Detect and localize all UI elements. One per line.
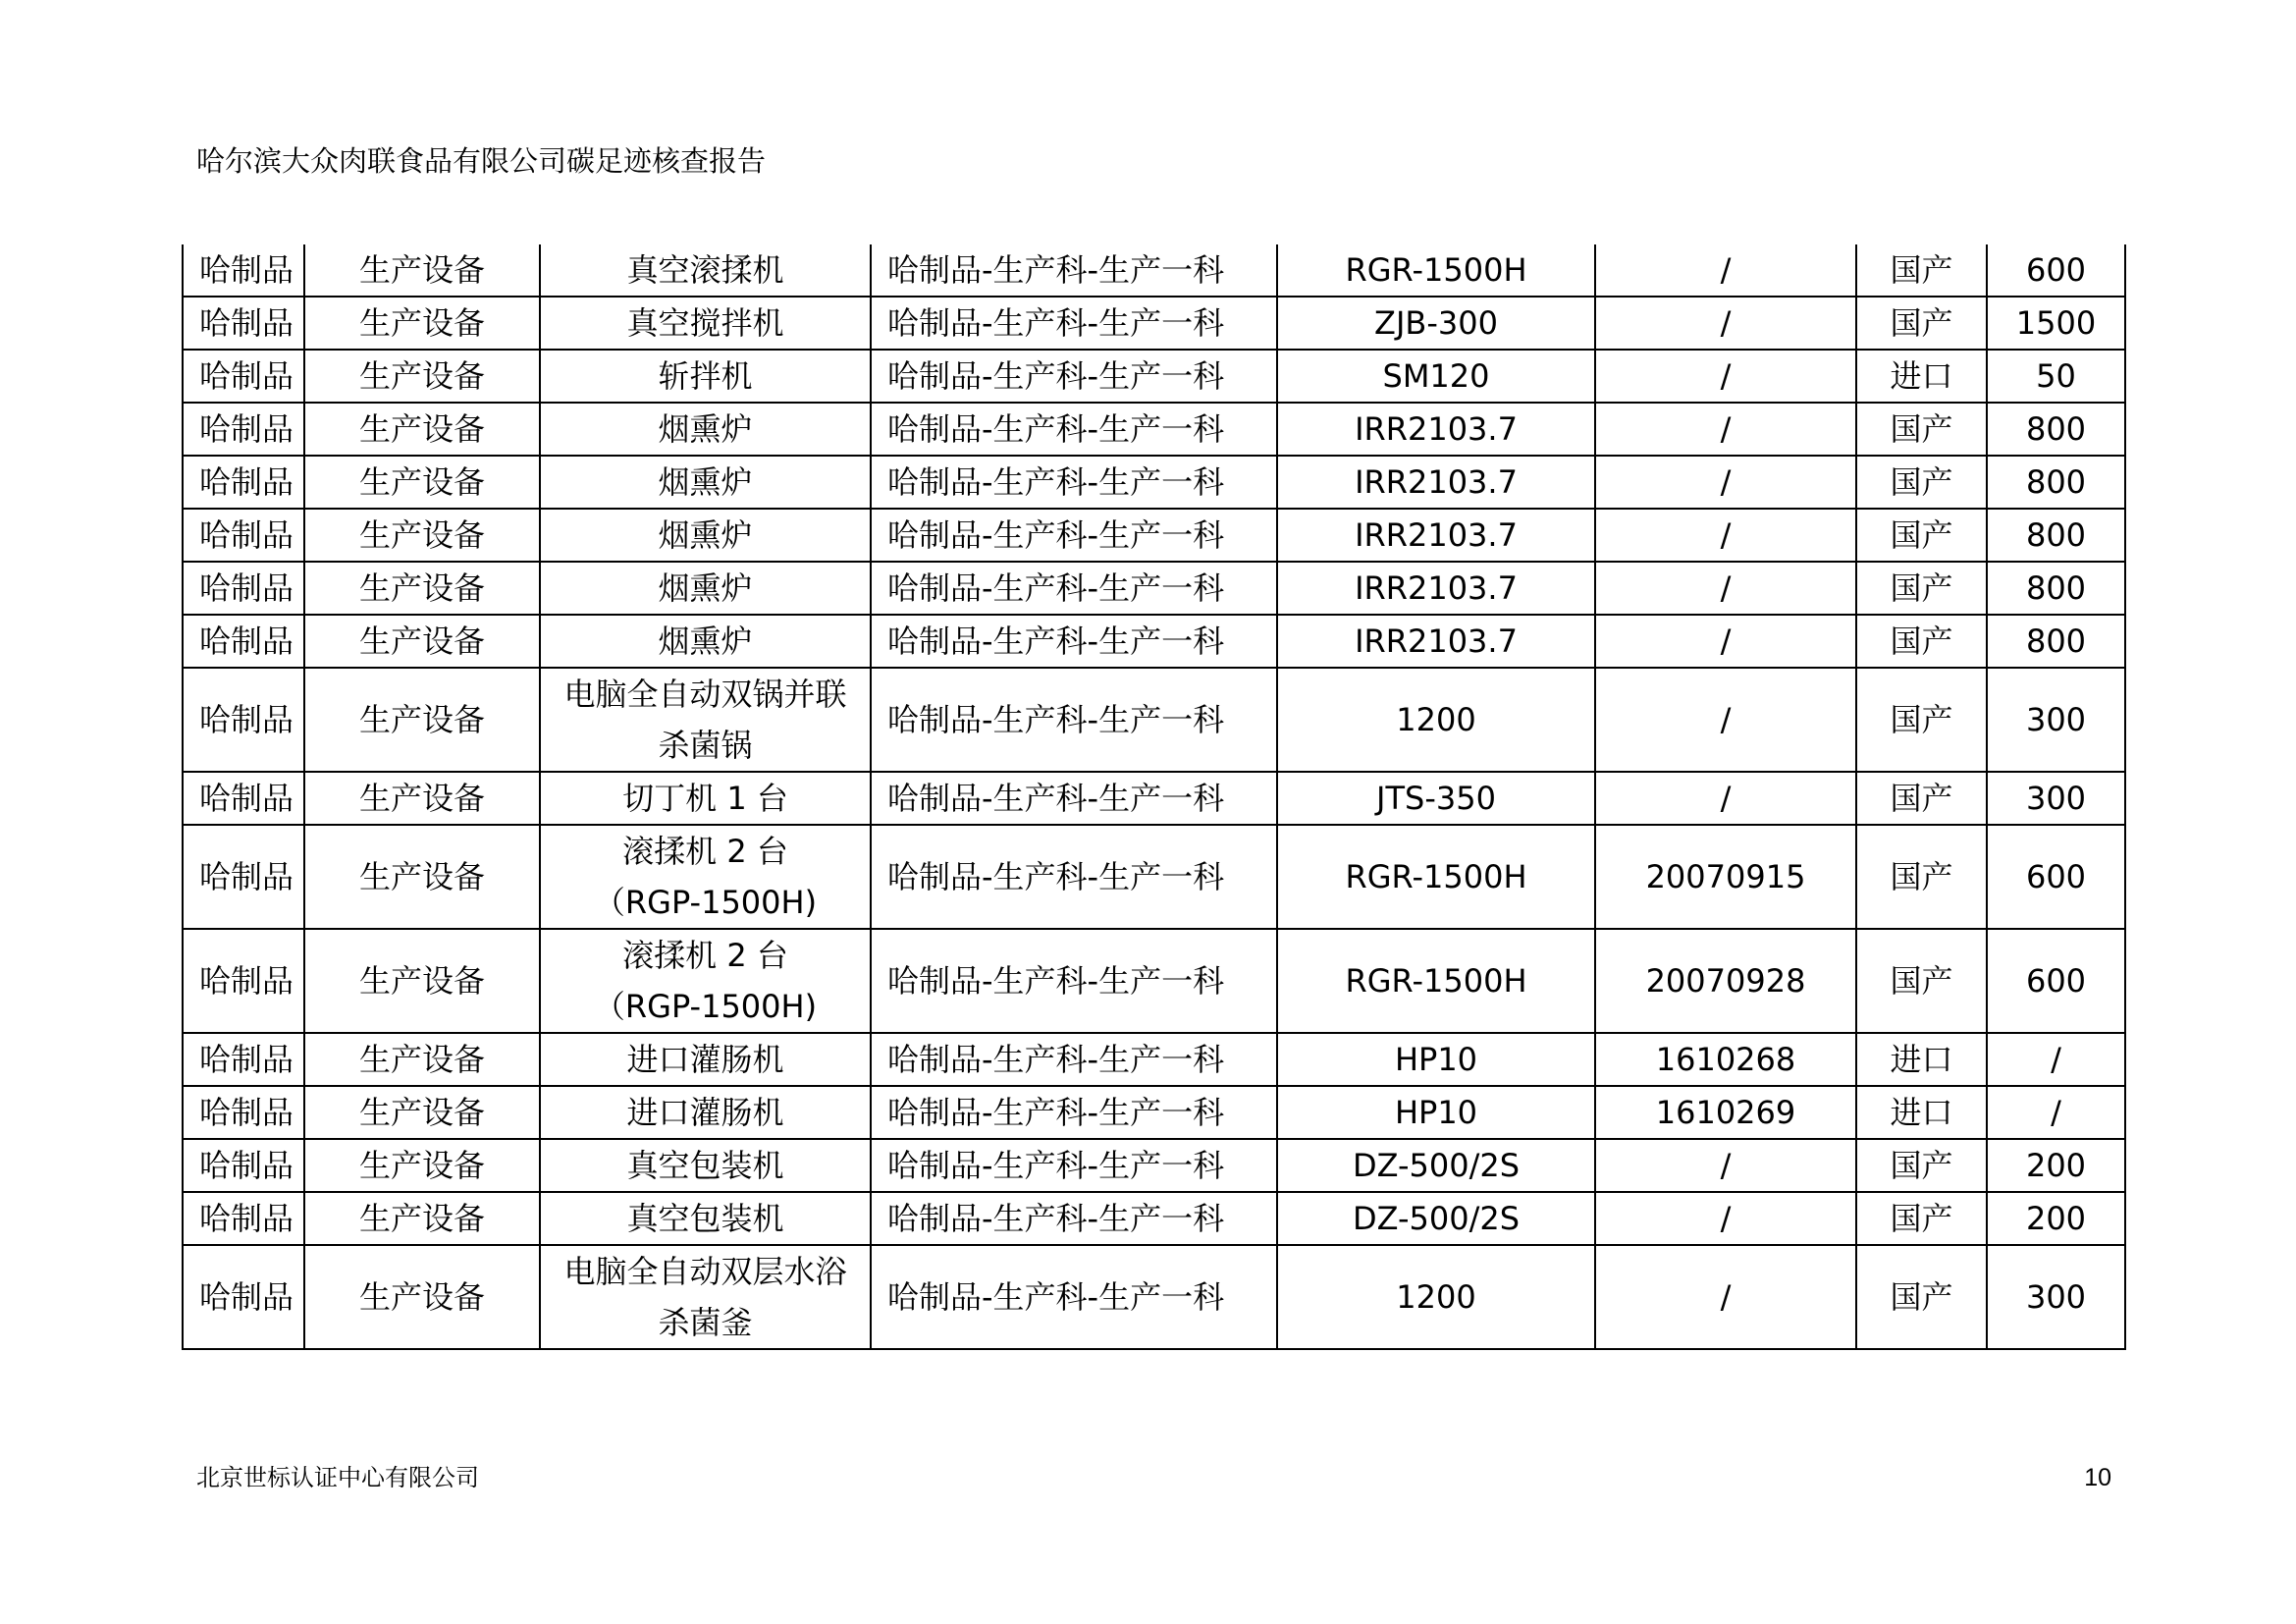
cell-dept: 哈制品 [183,1086,304,1139]
cell-category: 生产设备 [304,615,540,668]
equipment-name-line: 真空包装机 [626,1200,784,1237]
cell-dept: 哈制品 [183,615,304,668]
cell-power: 600 [1987,825,2125,929]
equipment-table-body [183,244,2125,1349]
cell-model: DZ-500/2S [1277,1139,1595,1192]
cell-model: IRR2103.7 [1277,403,1595,456]
cell-origin: 国产 [1856,509,1987,562]
cell-origin: 国产 [1856,562,1987,615]
cell-location: 哈制品-生产科-生产一科 [871,772,1277,825]
cell-dept: 哈制品 [183,668,304,772]
equipment-name-line: 切丁机 1 台 [622,780,788,817]
cell-origin: 国产 [1856,615,1987,668]
cell-serial: 1610268 [1595,1033,1856,1086]
cell-model: 1200 [1277,1245,1595,1349]
cell-origin: 国产 [1856,668,1987,772]
cell-serial: / [1595,403,1856,456]
cell-equipment-name [540,1033,871,1086]
cell-power: 800 [1987,456,2125,509]
cell-category: 生产设备 [304,456,540,509]
cell-category: 生产设备 [304,772,540,825]
cell-location: 哈制品-生产科-生产一科 [871,825,1277,929]
cell-power: 300 [1987,772,2125,825]
cell-dept: 哈制品 [183,772,304,825]
cell-origin: 国产 [1856,456,1987,509]
cell-category: 生产设备 [304,1192,540,1245]
table-row [183,668,2125,772]
cell-location: 哈制品-生产科-生产一科 [871,350,1277,403]
equipment-name-line: 烟熏炉 [658,410,753,448]
cell-category: 生产设备 [304,509,540,562]
cell-equipment-name [540,1139,871,1192]
cell-location: 哈制品-生产科-生产一科 [871,456,1277,509]
cell-model: HP10 [1277,1086,1595,1139]
cell-power: 50 [1987,350,2125,403]
table-row [183,1245,2125,1349]
cell-power: 200 [1987,1139,2125,1192]
cell-equipment-name [540,1245,871,1349]
equipment-table [182,244,2126,1350]
cell-category: 生产设备 [304,244,540,297]
equipment-name-line: 杀菌釜 [658,1304,753,1341]
cell-equipment-name [540,1192,871,1245]
cell-origin: 国产 [1856,1245,1987,1349]
equipment-name-line: （RGP-1500H) [593,988,818,1025]
cell-location: 哈制品-生产科-生产一科 [871,1033,1277,1086]
equipment-name-line: 真空滚揉机 [626,251,784,289]
cell-category: 生产设备 [304,1245,540,1349]
footer-company-name: 北京世标认证中心有限公司 [196,1464,479,1491]
cell-equipment-name [540,244,871,297]
cell-serial: / [1595,350,1856,403]
report-header-title: 哈尔滨大众肉联食品有限公司碳足迹核查报告 [196,144,767,178]
table-row [183,297,2125,350]
cell-serial: / [1595,509,1856,562]
table-row [183,456,2125,509]
cell-category: 生产设备 [304,297,540,350]
table-row [183,1086,2125,1139]
cell-dept: 哈制品 [183,244,304,297]
cell-dept: 哈制品 [183,562,304,615]
cell-dept: 哈制品 [183,1245,304,1349]
cell-location: 哈制品-生产科-生产一科 [871,668,1277,772]
cell-model: HP10 [1277,1033,1595,1086]
table-row [183,772,2125,825]
equipment-name-line: 杀菌锅 [658,727,753,764]
cell-power: 800 [1987,615,2125,668]
table-row [183,825,2125,929]
cell-origin: 国产 [1856,244,1987,297]
table-row [183,1033,2125,1086]
cell-serial: / [1595,615,1856,668]
equipment-name-line: 烟熏炉 [658,623,753,660]
cell-power: 600 [1987,929,2125,1033]
equipment-name-line: 烟熏炉 [658,516,753,554]
equipment-name-line: 电脑全自动双层水浴 [563,1253,847,1290]
cell-model: DZ-500/2S [1277,1192,1595,1245]
cell-equipment-name [540,509,871,562]
cell-model: 1200 [1277,668,1595,772]
cell-dept: 哈制品 [183,1139,304,1192]
cell-dept: 哈制品 [183,456,304,509]
table-row [183,1139,2125,1192]
cell-category: 生产设备 [304,929,540,1033]
cell-location: 哈制品-生产科-生产一科 [871,1139,1277,1192]
table-row [183,562,2125,615]
cell-model: RGR-1500H [1277,244,1595,297]
equipment-name-line: 滚揉机 2 台 [622,937,788,974]
cell-serial: / [1595,772,1856,825]
cell-power: 800 [1987,562,2125,615]
cell-location: 哈制品-生产科-生产一科 [871,929,1277,1033]
table-row [183,929,2125,1033]
cell-equipment-name [540,929,871,1033]
cell-category: 生产设备 [304,825,540,929]
cell-serial: / [1595,1192,1856,1245]
cell-equipment-name [540,1086,871,1139]
cell-power: / [1987,1033,2125,1086]
cell-location: 哈制品-生产科-生产一科 [871,1192,1277,1245]
cell-power: 1500 [1987,297,2125,350]
cell-serial: 1610269 [1595,1086,1856,1139]
cell-category: 生产设备 [304,1139,540,1192]
cell-serial: 20070915 [1595,825,1856,929]
cell-origin: 国产 [1856,1139,1987,1192]
cell-model: RGR-1500H [1277,929,1595,1033]
equipment-name-line: 烟熏炉 [658,569,753,607]
cell-model: ZJB-300 [1277,297,1595,350]
table-row [183,244,2125,297]
cell-model: JTS-350 [1277,772,1595,825]
table-row [183,350,2125,403]
cell-dept: 哈制品 [183,403,304,456]
cell-category: 生产设备 [304,668,540,772]
cell-power: 600 [1987,244,2125,297]
cell-dept: 哈制品 [183,297,304,350]
cell-location: 哈制品-生产科-生产一科 [871,244,1277,297]
cell-dept: 哈制品 [183,825,304,929]
table-row [183,509,2125,562]
cell-location: 哈制品-生产科-生产一科 [871,1245,1277,1349]
cell-model: RGR-1500H [1277,825,1595,929]
cell-location: 哈制品-生产科-生产一科 [871,1086,1277,1139]
cell-category: 生产设备 [304,350,540,403]
cell-equipment-name [540,456,871,509]
cell-origin: 进口 [1856,1086,1987,1139]
cell-origin: 国产 [1856,825,1987,929]
equipment-name-line: 斩拌机 [658,357,753,395]
cell-model: IRR2103.7 [1277,509,1595,562]
cell-serial: / [1595,244,1856,297]
cell-equipment-name [540,772,871,825]
cell-serial: / [1595,668,1856,772]
cell-power: / [1987,1086,2125,1139]
page-number: 10 [2084,1464,2111,1491]
cell-model: SM120 [1277,350,1595,403]
cell-origin: 国产 [1856,297,1987,350]
equipment-name-line: 滚揉机 2 台 [622,833,788,870]
cell-category: 生产设备 [304,1033,540,1086]
equipment-name-line: 真空包装机 [626,1147,784,1184]
cell-power: 800 [1987,509,2125,562]
cell-category: 生产设备 [304,1086,540,1139]
cell-origin: 国产 [1856,772,1987,825]
table-row [183,403,2125,456]
cell-category: 生产设备 [304,403,540,456]
cell-equipment-name [540,825,871,929]
cell-location: 哈制品-生产科-生产一科 [871,403,1277,456]
cell-origin: 国产 [1856,403,1987,456]
equipment-name-line: 电脑全自动双锅并联 [563,676,847,713]
equipment-name-line: （RGP-1500H) [593,884,818,921]
equipment-name-line: 进口灌肠机 [626,1041,784,1078]
equipment-name-line: 真空搅拌机 [626,304,784,342]
cell-model: IRR2103.7 [1277,562,1595,615]
cell-location: 哈制品-生产科-生产一科 [871,297,1277,350]
cell-location: 哈制品-生产科-生产一科 [871,509,1277,562]
cell-dept: 哈制品 [183,1033,304,1086]
cell-category: 生产设备 [304,562,540,615]
table-row [183,1192,2125,1245]
cell-power: 800 [1987,403,2125,456]
cell-serial: 20070928 [1595,929,1856,1033]
cell-origin: 进口 [1856,350,1987,403]
cell-power: 300 [1987,668,2125,772]
cell-location: 哈制品-生产科-生产一科 [871,562,1277,615]
cell-origin: 国产 [1856,929,1987,1033]
cell-equipment-name [540,615,871,668]
cell-power: 300 [1987,1245,2125,1349]
cell-location: 哈制品-生产科-生产一科 [871,615,1277,668]
cell-serial: / [1595,456,1856,509]
cell-serial: / [1595,562,1856,615]
cell-equipment-name [540,297,871,350]
cell-dept: 哈制品 [183,1192,304,1245]
cell-serial: / [1595,1139,1856,1192]
table-row [183,615,2125,668]
cell-power: 200 [1987,1192,2125,1245]
cell-origin: 国产 [1856,1192,1987,1245]
cell-equipment-name [540,403,871,456]
cell-equipment-name [540,562,871,615]
cell-equipment-name [540,668,871,772]
cell-equipment-name [540,350,871,403]
equipment-name-line: 进口灌肠机 [626,1094,784,1131]
cell-dept: 哈制品 [183,509,304,562]
cell-model: IRR2103.7 [1277,456,1595,509]
cell-dept: 哈制品 [183,929,304,1033]
equipment-name-line: 烟熏炉 [658,463,753,501]
cell-origin: 进口 [1856,1033,1987,1086]
cell-serial: / [1595,1245,1856,1349]
cell-dept: 哈制品 [183,350,304,403]
cell-serial: / [1595,297,1856,350]
cell-model: IRR2103.7 [1277,615,1595,668]
